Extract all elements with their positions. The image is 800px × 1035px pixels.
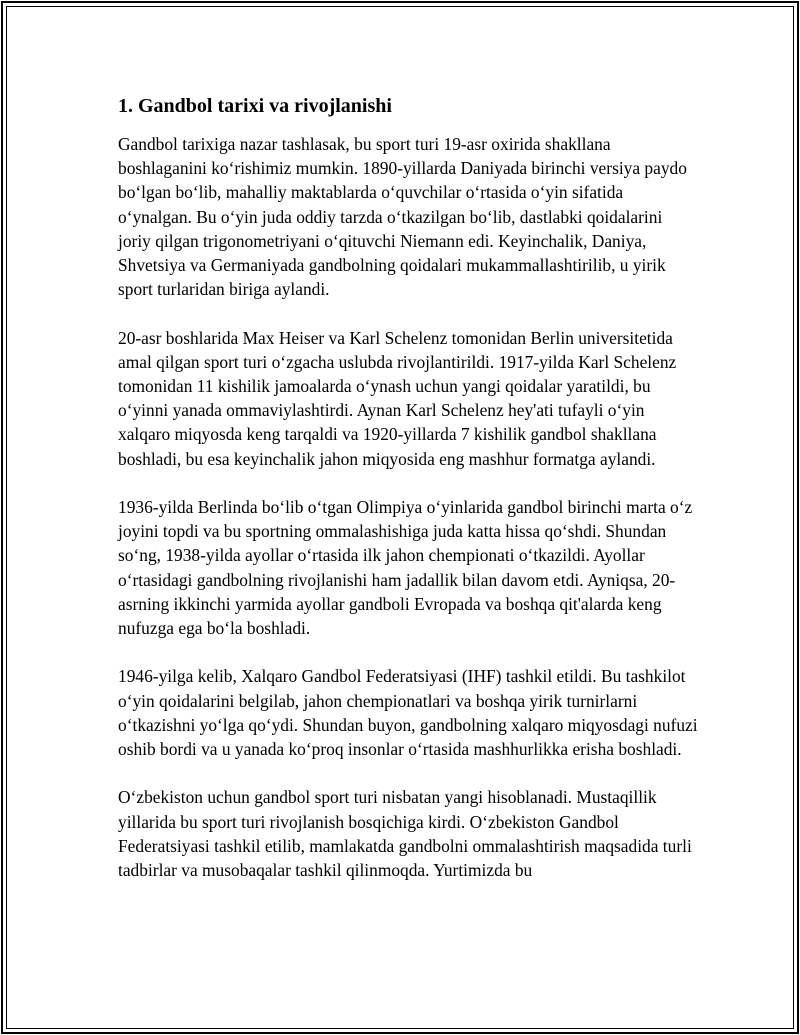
paragraph-2: 20-asr boshlarida Max Heiser va Karl Schelenz tomonidan Berlin universitetida amal qilgan sport turi oʻzgacha uslubda rivojlantirildi. 1917-yilda Karl Schelenz tomonidan 11 kishilik jamoalarda oʻynash uchun yangi qoidalar yaratildi, bu oʻyinni yanada ommaviylashtirdi. Aynan Karl Schelenz hey'ati tufayli oʻyin xalqaro miqyosda keng tarqaldi va 1920-yillarda 7 kishilik gandbol shakllana boshladi, bu esa keyinchalik jahon miqyosida eng mashhur formatga aylandi. (118, 327, 677, 469)
document-body (118, 92, 698, 906)
section-heading: 1. Gandbol tarixi va rivojlanishi (118, 95, 392, 117)
paragraph-5: Oʻzbekiston uchun gandbol sport turi nisbatan yangi hisoblanadi. Mustaqillik yillarida bu sport turi rivojlanish bosqichiga kirdi. Oʻzbekiston Gandbol Federatsiyasi tashkil etilib, mamlakatda gandbolni ommalashtirish maqsadida turli tadbirlar va musobaqalar tashkil qilinmoqda. Yurtimizda bu (118, 787, 692, 881)
paragraph-4: 1946-yilga kelib, Xalqaro Gandbol Federatsiyasi (IHF) tashkil etildi. Bu tashkilot oʻyin qoidalarini belgilab, jahon chempionatlari va boshqa yirik turnirlarni oʻtkazishni yoʻlga qoʻydi. Shundan buyon, gandbolning xalqaro miqyosdagi nufuzi oshib bordi va u yanada koʻproq insonlar oʻrtasida mashhurlikka erisha boshladi. (118, 666, 698, 760)
paragraph-1: Gandbol tarixiga nazar tashlasak, bu sport turi 19-asr oxirida shakllana boshlaganini koʻrishimiz mumkin. 1890-yillarda Daniyada birinchi versiya paydo boʻlgan boʻlib, mahalliy maktablarda oʻquvchilar oʻrtasida oʻyin sifatida oʻynalgan. Bu oʻyin juda oddiy tarzda oʻtkazilgan boʻlib, dastlabki qoidalarini joriy qilgan trigonometriyani oʻqituvchi Niemann edi. Keyinchalik, Daniya, Shvetsiya va Germaniyada gandbolning qoidalari mukammallashtirilib, u yirik sport turlaridan biriga aylandi. (118, 134, 687, 300)
paragraph-3: 1936-yilda Berlinda boʻlib oʻtgan Olimpiya oʻyinlarida gandbol birinchi marta oʻz joyini topdi va bu sportning ommalashishiga juda katta hissa qoʻshdi. Shundan soʻng, 1938-yilda ayollar oʻrtasida ilk jahon chempionati oʻtkazildi. Ayollar oʻrtasidagi gandbolning rivojlanishi ham jadallik bilan davom etdi. Ayniqsa, 20-asrning ikkinchi yarmida ayollar gandboli Evropada va boshqa qit'alarda keng nufuzga ega boʻla boshladi. (118, 497, 693, 639)
